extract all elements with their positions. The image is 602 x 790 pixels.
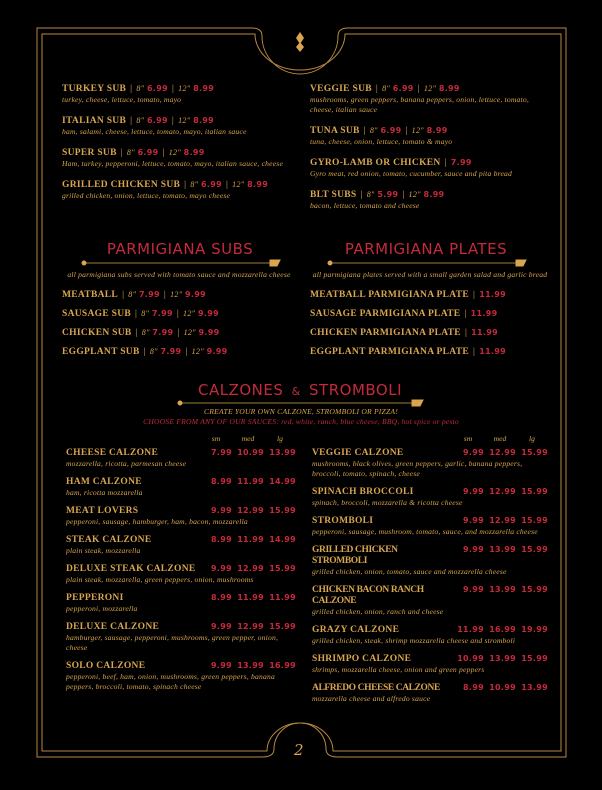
divider-parm-subs: [82, 260, 280, 266]
price-lg: 15.99: [269, 506, 296, 515]
price-sm: 11.99: [457, 625, 484, 634]
price-med: 13.99: [489, 545, 516, 554]
price-8in: 6.99: [137, 148, 159, 157]
separator: |: [177, 328, 180, 338]
item-description: mushrooms, black olives, green peppers, garlic, banana peppers, broccoli, tomato, spinach, cheese: [312, 459, 523, 478]
price-med: 11.99: [237, 477, 264, 486]
separator: |: [375, 84, 379, 94]
menu-item: [62, 327, 296, 339]
size-label: 8": [136, 84, 145, 93]
calzone-name-line: [66, 534, 296, 546]
price-sm: 8.99: [463, 683, 484, 692]
price-med: 12.99: [237, 506, 264, 515]
calzone-name-line: [312, 584, 548, 607]
item-name: SHRIMPO CALZONE: [312, 654, 412, 664]
price-12in: 8.99: [438, 84, 460, 93]
separator: |: [405, 126, 408, 136]
size-column-label: lg: [529, 434, 535, 443]
item-name: STROMBOLI: [312, 516, 374, 526]
page-number: 2: [294, 741, 304, 759]
size-label: 8": [366, 190, 375, 199]
calzone-name-line: [66, 563, 296, 575]
price-lg: 16.99: [269, 661, 296, 670]
sub-item-name-line: [310, 289, 550, 301]
item-description: grilled chicken, onion, ranch and cheese: [312, 607, 444, 616]
item-name: SAUSAGE PARMIGIANA PLATE: [310, 309, 461, 319]
size-label: 8": [136, 116, 145, 125]
sub-item-name-line: [310, 327, 550, 339]
calzones-title: [150, 381, 450, 401]
price-lg: 15.99: [269, 622, 296, 631]
calzone-item: [312, 486, 548, 508]
item-name: ITALIAN SUB: [62, 116, 127, 126]
menu-item: [310, 125, 550, 147]
item-name: GRILLED CHICKEN SUB: [62, 180, 181, 190]
price-lg: 15.99: [269, 564, 296, 573]
separator: |: [473, 290, 476, 300]
item-name: CHEESE CALZONE: [66, 448, 159, 458]
sub-item-name-line: [62, 308, 296, 320]
size-label: 12": [183, 309, 196, 318]
size-label: 8": [149, 347, 158, 356]
price-12in: 9.99: [185, 290, 206, 299]
menu-item: [310, 327, 550, 339]
menu-item: [62, 308, 296, 320]
price-sm: 9.99: [463, 516, 484, 525]
item-description: mushrooms, green peppers, banana peppers, onion, lettuce, tomato, cheese, italian sauce: [310, 95, 529, 114]
size-label: 8": [126, 148, 135, 157]
size-label: 12": [411, 126, 424, 135]
price-12in: 8.99: [426, 126, 448, 135]
price-8in: 6.99: [380, 126, 402, 135]
parmigiana-subs-title: PARMIGIANA SUBS: [106, 240, 254, 258]
sub-item-name-line: [62, 346, 296, 358]
separator: |: [464, 328, 468, 338]
menu-item: [310, 308, 550, 320]
item-name: EGGPLANT PARMIGIANA PLATE: [310, 347, 469, 357]
item-description: ham, ricotta mozzarella: [66, 488, 143, 497]
price-sm: 7.99: [211, 448, 232, 457]
size-column-label: sm: [211, 434, 221, 443]
menu-item: [62, 179, 296, 201]
item-description: Ham, turkey, pepperoni, lettuce, tomato, mayo, italian sauce, cheese: [62, 159, 284, 168]
item-description: pepperoni, mozzarella: [66, 604, 138, 613]
calzone-item: [66, 660, 296, 692]
price-sm: 9.99: [463, 585, 484, 594]
separator: |: [473, 347, 476, 357]
item-description: Gyro meat, red onion, tomato, cucumber, sauce and pita bread: [310, 169, 513, 178]
calzone-name-line: [312, 653, 548, 665]
item-description: grilled chicken, steak, shrimp mozzarella cheese and stromboli: [312, 636, 516, 645]
calzone-item: [312, 544, 548, 577]
item-description: pepperoni, beef, ham, onion, mushrooms, green peppers, banana peppers, broccoli, tomato, spinach cheese: [66, 672, 275, 691]
price-med: 13.99: [489, 585, 516, 594]
item-name: STEAK CALZONE: [66, 535, 152, 545]
price-sm: 8.99: [211, 477, 232, 486]
item-name: SUPER SUB: [62, 148, 117, 158]
sub-item-name-line: [62, 327, 296, 339]
size-label: 12": [183, 328, 196, 337]
calzone-name-line: [66, 592, 296, 604]
size-label: 8": [369, 126, 378, 135]
item-price: 11.99: [479, 290, 507, 299]
item-description: shrimps, mozzarella cheese, onion and green peppers: [312, 665, 485, 674]
item-name: GYRO-LAMB OR CHICKEN: [310, 158, 441, 168]
subs-right-column: [310, 83, 550, 221]
item-description: mozzarella, ricotta, parmesan cheese: [66, 459, 187, 468]
sub-item-name-line: [62, 289, 296, 301]
size-label: 12": [170, 290, 183, 299]
price-lg: 15.99: [521, 487, 548, 496]
size-label: 12": [408, 190, 421, 199]
price-lg: 19.99: [521, 625, 548, 634]
price-lg: 15.99: [521, 654, 548, 663]
sub-item-name-line: [310, 157, 550, 169]
size-label: 8": [128, 290, 137, 299]
separator: |: [360, 190, 363, 200]
item-name: MEATBALL: [62, 290, 119, 300]
separator: |: [225, 180, 229, 190]
sizes-header-left: [66, 434, 296, 444]
item-name: SAUSAGE SUB: [62, 309, 132, 319]
calzone-item: [66, 476, 296, 498]
item-name: GRAZY CALZONE: [312, 625, 400, 635]
price-med: 11.99: [237, 535, 264, 544]
menu-item: [62, 346, 296, 358]
menu-item: [310, 346, 550, 358]
separator: |: [171, 84, 175, 94]
item-price: 11.99: [479, 347, 507, 356]
item-name: VEGGIE SUB: [310, 84, 372, 94]
sizes-header-spacer: [312, 434, 452, 444]
item-description: turkey, cheese, lettuce, tomato, mayo: [62, 95, 182, 104]
item-description: spinach, broccoli, mozzarella & ricotta cheese: [312, 498, 463, 507]
price-sm: 9.99: [211, 564, 232, 573]
item-name: MEAT LOVERS: [66, 506, 139, 516]
size-column-label: med: [241, 434, 255, 443]
size-label: 12": [178, 84, 191, 93]
calzone-name-line: [66, 505, 296, 517]
size-label: 8": [190, 180, 199, 189]
price-12in: 8.99: [247, 180, 269, 189]
calzone-item: [66, 563, 296, 585]
price-med: 13.99: [237, 661, 264, 670]
separator: |: [417, 84, 420, 94]
size-column-label: sm: [463, 434, 473, 443]
calzone-name-line: [312, 515, 548, 527]
price-12in: 8.99: [183, 148, 205, 157]
item-name: DELUXE STEAK CALZONE: [66, 564, 196, 574]
separator: |: [464, 309, 467, 319]
price-lg: 14.99: [269, 535, 296, 544]
item-name: TURKEY SUB: [62, 84, 127, 94]
calzone-name-line: [312, 447, 548, 459]
item-price: 11.99: [471, 328, 498, 337]
parmigiana-plates-list: [310, 270, 550, 365]
calzones-right-column: [312, 434, 548, 711]
item-name: HAM CALZONE: [66, 477, 142, 487]
size-label: 12": [232, 180, 245, 189]
calzone-name-line: [312, 486, 548, 498]
price-lg: 11.99: [269, 593, 296, 602]
separator: |: [185, 347, 188, 357]
calzone-item: [312, 447, 548, 479]
size-label: 8": [141, 309, 150, 318]
price-lg: 13.99: [521, 683, 548, 692]
item-name: VEGGIE CALZONE: [312, 448, 404, 458]
menu-item: [310, 289, 550, 301]
calzone-name-line: [66, 476, 296, 488]
price-sm: 9.99: [463, 448, 484, 457]
calzones-sauces-note: CHOOSE FROM ANY OF OUR SAUCES: red, white, ranch, blue cheese, BBQ, hot spice or pesto: [143, 417, 459, 426]
menu-item: [310, 189, 550, 211]
sub-item-name-line: [62, 83, 296, 95]
calzone-item: [312, 653, 548, 675]
item-name: PEPPERONI: [66, 593, 124, 603]
calzone-name-line: [312, 682, 548, 694]
calzone-item: [66, 592, 296, 614]
item-name: TUNA SUB: [310, 126, 360, 136]
diamond-ornament-icon: [296, 32, 304, 52]
divider-parm-plates: [328, 260, 526, 266]
item-description: ham, salami, cheese, lettuce, tomato, mayo, italian sauce: [62, 127, 247, 136]
sub-item-name-line: [310, 125, 550, 137]
price-sm: 9.99: [463, 545, 484, 554]
calzone-item: [66, 505, 296, 527]
calzones-notes: [40, 407, 562, 427]
item-description: plain steak, mozzarella: [66, 546, 141, 555]
price-med: 12.99: [489, 487, 516, 496]
size-label: 8": [141, 328, 150, 337]
calzone-name-line: [66, 660, 296, 672]
menu-item: [310, 157, 550, 179]
price-sm: 9.99: [211, 622, 232, 631]
price-med: 10.99: [237, 448, 264, 457]
sizes-header-right: [312, 434, 548, 444]
sub-item-name-line: [62, 147, 296, 159]
parmigiana-plates-title: PARMIGIANA PLATES: [344, 240, 508, 258]
calzone-name-line: [66, 621, 296, 633]
price-sm: 9.99: [463, 487, 484, 496]
size-column-label: lg: [277, 434, 283, 443]
price-12in: 9.99: [198, 328, 220, 337]
price-med: 12.99: [489, 448, 516, 457]
price-med: 13.99: [489, 654, 516, 663]
item-name: GRILLED CHICKEN STROMBOLI: [312, 545, 398, 566]
price-med: 12.99: [489, 516, 516, 525]
price-sm: 8.99: [211, 593, 232, 602]
price-8in: 7.99: [160, 347, 182, 356]
calzone-item: [312, 584, 548, 617]
price-8in: 6.99: [392, 84, 414, 93]
item-name: SOLO CALZONE: [66, 661, 146, 671]
separator: |: [184, 180, 187, 190]
calzone-name-line: [66, 447, 296, 459]
size-column-label: med: [493, 434, 507, 443]
item-name: ALFREDO CHEESE CALZONE: [312, 683, 440, 693]
price-sm: 10.99: [457, 654, 484, 663]
separator: |: [130, 84, 133, 94]
price-8in: 6.99: [147, 84, 168, 93]
item-description: mozzarella cheese and alfredo sauce: [312, 694, 431, 703]
price-8in: 6.99: [201, 180, 222, 189]
item-description: grilled chicken, onion, tomato, sauce and mozzarella cheese: [312, 567, 507, 576]
price-med: 11.99: [237, 593, 264, 602]
separator: |: [135, 309, 138, 319]
size-label: 12": [423, 84, 437, 93]
menu-item: [62, 289, 296, 301]
calzone-item: [312, 682, 548, 704]
item-description: hamburger, sausage, pepperoni, mushrooms, green pepper, onion, cheese: [66, 633, 279, 652]
price-12in: 8.99: [193, 84, 215, 93]
calzones-left-column: [66, 434, 296, 699]
parmigiana-subs-note: all parmigiana subs served with tomato sauce and mozzarella cheese: [67, 270, 291, 279]
price-lg: 15.99: [521, 448, 548, 457]
separator: |: [163, 290, 167, 300]
calzone-name-line: [312, 544, 548, 567]
size-label: 12": [191, 347, 204, 356]
sub-item-name-line: [62, 179, 296, 191]
price-sm: 9.99: [211, 661, 232, 670]
price-8in: 7.99: [152, 328, 174, 337]
menu-item: [62, 83, 296, 105]
menu-item: [62, 147, 296, 169]
item-description: pepperoni, sausage, mushroom, tomato, sauce, and mozzarella cheese: [312, 527, 538, 536]
size-label: 12": [168, 148, 181, 157]
price-med: 12.99: [237, 622, 264, 631]
calzone-item: [312, 624, 548, 646]
separator: |: [402, 190, 405, 200]
price-8in: 7.99: [138, 290, 160, 299]
price-8in: 6.99: [146, 116, 168, 125]
menu-item: [62, 115, 296, 137]
price-med: 10.99: [489, 683, 516, 692]
price-8in: 5.99: [377, 190, 399, 199]
price-12in: 9.99: [198, 309, 219, 318]
item-name: DELUXE CALZONE: [66, 622, 160, 632]
item-name: SPINACH BROCCOLI: [312, 487, 414, 497]
sizes-header-spacer: [66, 434, 200, 444]
separator: |: [162, 148, 165, 158]
sub-item-name-line: [310, 308, 550, 320]
price-12in: 9.99: [206, 347, 228, 356]
item-price: 7.99: [450, 158, 472, 167]
parmigiana-subs-list: [62, 270, 296, 365]
item-name: EGGPLANT SUB: [62, 347, 140, 357]
separator: |: [143, 347, 146, 357]
separator: |: [135, 328, 138, 338]
sub-item-name-line: [310, 346, 550, 358]
calzone-name-line: [312, 624, 548, 636]
item-name: BLT SUBS: [310, 190, 357, 200]
separator: |: [120, 148, 123, 158]
calzone-item: [312, 515, 548, 537]
price-lg: 15.99: [521, 545, 548, 554]
size-label: 12": [178, 116, 191, 125]
item-name: CHICKEN PARMIGIANA PLATE: [310, 328, 461, 338]
sub-item-name-line: [62, 115, 296, 127]
separator: |: [176, 309, 180, 319]
calzones-title-word: CALZONES: [197, 381, 284, 399]
item-name: MEATBALL PARMIGIANA PLATE: [310, 290, 469, 300]
price-12in: 8.99: [423, 190, 445, 199]
item-name: CHICKEN BACON RANCH CALZONE: [312, 585, 424, 606]
item-description: pepperoni, sausage, hamburger, ham, bacon, mozzarella: [66, 517, 248, 526]
price-lg: 15.99: [521, 585, 548, 594]
item-name: CHICKEN SUB: [62, 328, 132, 338]
menu-item: [310, 83, 550, 115]
price-lg: 15.99: [521, 516, 548, 525]
price-sm: 8.99: [211, 535, 232, 544]
item-description: bacon, lettuce, tomato and cheese: [310, 201, 420, 210]
calzone-item: [66, 447, 296, 469]
calzone-item: [66, 621, 296, 653]
separator: |: [363, 126, 366, 136]
sub-item-name-line: [310, 83, 550, 95]
separator: |: [444, 158, 447, 168]
item-price: 11.99: [470, 309, 498, 318]
ampersand: &: [291, 385, 301, 398]
separator: |: [122, 290, 125, 300]
price-med: 16.99: [489, 625, 516, 634]
item-description: tuna, cheese, onion, lettuce, tomato & mayo: [310, 137, 453, 146]
price-lg: 14.99: [269, 477, 296, 486]
separator: |: [130, 116, 133, 126]
price-lg: 13.99: [269, 448, 296, 457]
item-description: plain steak, mozzarella, green peppers, onion, mushrooms: [66, 575, 254, 584]
price-8in: 7.99: [151, 309, 173, 318]
subs-left-column: [62, 83, 296, 211]
size-label: 8": [382, 84, 391, 93]
calzone-item: [66, 534, 296, 556]
separator: |: [171, 116, 175, 126]
price-sm: 9.99: [211, 506, 232, 515]
item-description: grilled chicken, onion, lettuce, tomato, mayo cheese: [62, 191, 231, 200]
price-12in: 8.99: [193, 116, 215, 125]
calzones-subtitle: CREATE YOUR OWN CALZONE, STROMBOLI OR PIZZA!: [204, 407, 398, 416]
price-med: 12.99: [237, 564, 264, 573]
stromboli-title-word: STROMBOLI: [309, 381, 403, 399]
sub-item-name-line: [310, 189, 550, 201]
parmigiana-plates-note: all parmigiana plates served with a small garden salad and garlic bread: [312, 270, 548, 279]
